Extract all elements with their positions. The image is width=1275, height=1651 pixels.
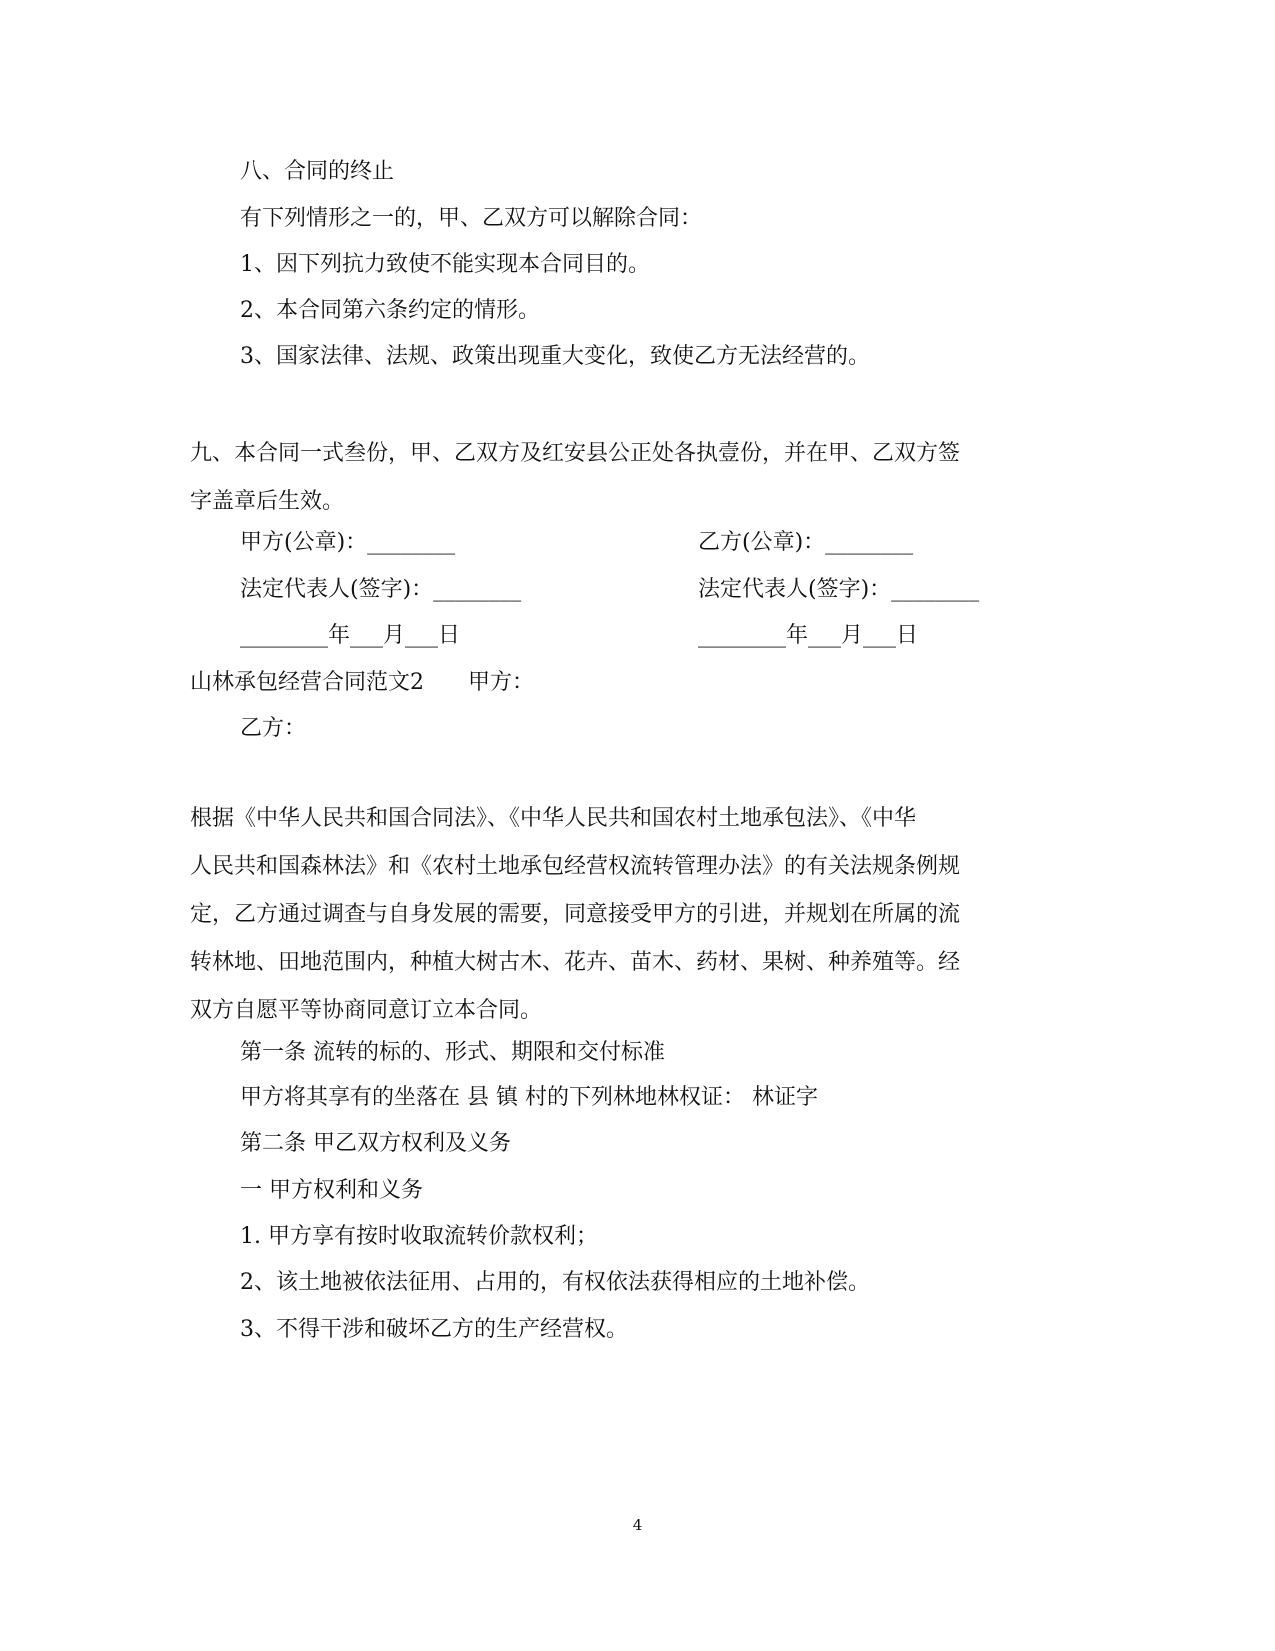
page-number: 4 [632, 1516, 643, 1534]
article2-heading: 第二条 甲乙双方权利及义务 [240, 1131, 511, 1156]
section9-line-1: 九、本合同一式叁份，甲、乙双方及红安县公正处各执壹份，并在甲、乙双方签 [190, 441, 961, 466]
contract2-preamble [190, 795, 1070, 1035]
party-b-representative: 法定代表人(签字)：________ [698, 577, 980, 602]
party-a-right-3: 3、不得干涉和破坏乙方的生产经营权。 [240, 1317, 628, 1342]
party-b-date: ________年___月___日 [698, 623, 919, 648]
preamble-line-4: 转林地、田地范围内，种植大树古木、花卉、苗木、药材、果树、种养殖等。经 [190, 950, 961, 975]
party-a-right-2: 2、该土地被依法征用、占用的，有权依法获得相应的土地补偿。 [240, 1270, 870, 1295]
section8-intro: 有下列情形之一的，甲、乙双方可以解除合同： [240, 206, 703, 231]
preamble-line-1: 根据《中华人民共和国合同法》、《中华人民共和国农村土地承包法》、《中华 [190, 806, 917, 831]
preamble-line-2: 人民共和国森林法》和《农村土地承包经营权流转管理办法》的有关法规条例规 [190, 854, 961, 879]
section9-line-2: 字盖章后生效。 [190, 489, 345, 514]
section9-paragraph [190, 430, 1070, 526]
party-b-seal: 乙方(公章)：________ [698, 530, 914, 555]
preamble-line-3: 定，乙方通过调查与自身发展的需要，同意接受甲方的引进，并规划在所属的流 [190, 902, 961, 927]
party-a-date: ________年___月___日 [240, 623, 461, 648]
party-a-seal: 甲方(公章)：________ [240, 530, 456, 555]
section8-item-3: 3、国家法律、法规、政策出现重大变化，致使乙方无法经营的。 [240, 344, 870, 369]
party-a-rights-heading: 一 甲方权利和义务 [240, 1178, 423, 1203]
party-a-right-1: 1. 甲方享有按时收取流转价款权利； [240, 1224, 598, 1249]
section8-heading: 八、合同的终止 [240, 159, 395, 184]
preamble-line-5: 双方自愿平等协商同意订立本合同。 [190, 998, 543, 1023]
section8-item-2: 2、本合同第六条约定的情形。 [240, 298, 540, 323]
contract2-title: 山林承包经营合同范文2 甲方： [190, 670, 534, 695]
contract2-party-b: 乙方： [240, 716, 307, 741]
article1-heading: 第一条 流转的标的、形式、期限和交付标准 [240, 1040, 665, 1065]
section8-item-1: 1、因下列抗力致使不能实现本合同目的。 [240, 252, 650, 277]
party-a-representative: 法定代表人(签字)：________ [240, 577, 522, 602]
article1-text: 甲方将其享有的坐落在 县 镇 村的下列林地林权证： 林证字 [240, 1085, 818, 1110]
